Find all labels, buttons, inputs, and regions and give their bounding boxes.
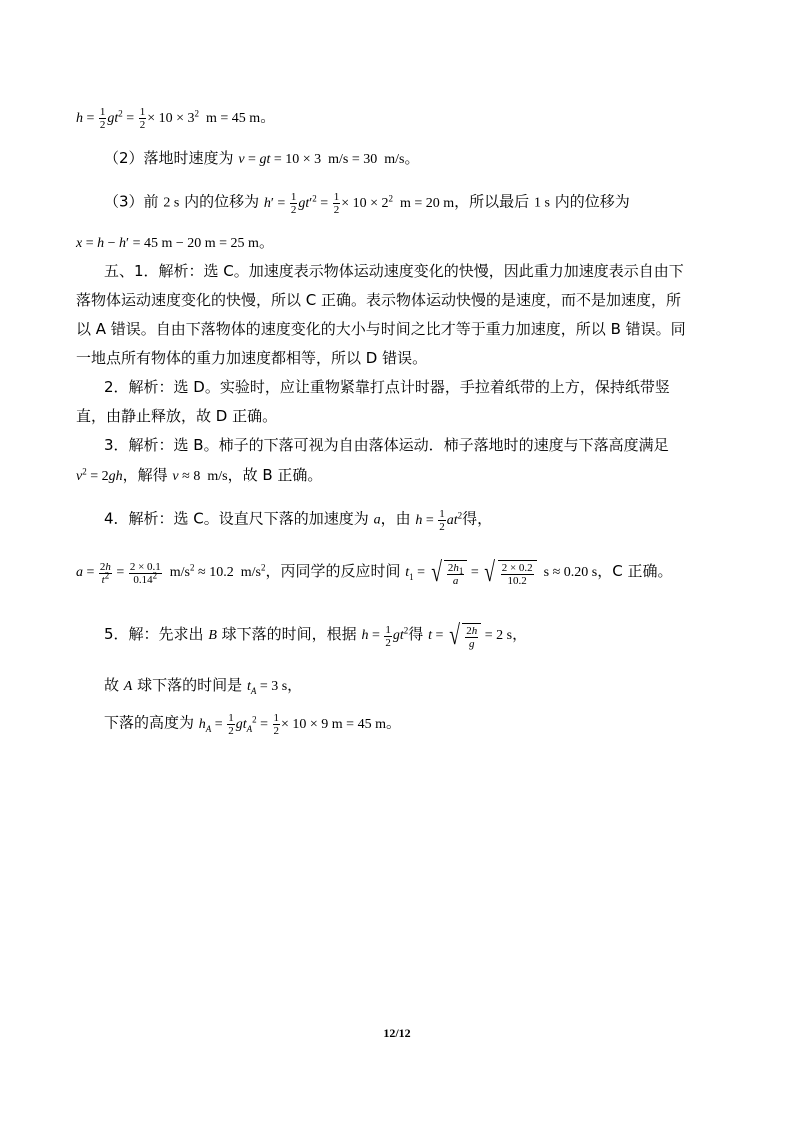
formula-v-30: v = gt = 10 × 3 m/s = 30 m/s xyxy=(238,152,405,167)
punct: 。 xyxy=(260,107,276,126)
q5-line-2 xyxy=(104,675,302,697)
text: 得 xyxy=(408,625,424,644)
text: 下落的高度为 xyxy=(104,713,195,732)
math-1s: 1 s xyxy=(533,195,550,211)
q5-line-1 xyxy=(104,622,527,650)
formula-a-10-2: a = $\frac{2h}{t^2}$ = $\frac{2 \times 0.1}{0.14^2}$ $m/s^2 \approx 10.2$ $m/s^2$ xyxy=(76,560,266,586)
text: 故 xyxy=(104,676,120,694)
q1-line-1: 五、1．解析：选 C。加速度表示物体运动速度变化的快慢，因此重力加速度表示自由下 xyxy=(104,262,684,280)
formula-h-prime-20: h′ = $\frac{1}{2}$ $gt'^2$ = $\frac{1}{2}$ × $10 \times 2^2$ m = 20 m xyxy=(263,191,455,216)
formula-v2-2gh: $v^2 = 2gh$ xyxy=(76,466,123,484)
formula-h-half-at2: h = $\frac{1}{2}$ $at^2$ xyxy=(415,508,463,533)
punct: 。 xyxy=(404,149,420,167)
math-A: A xyxy=(123,679,133,694)
q2-line-2: 直，由静止释放，故 D 正确。 xyxy=(76,407,278,425)
q4-line-2 xyxy=(76,559,673,587)
formula-t1-0-20: $t_1$ = √ $\frac{2h_1}{a}$ = √ $\frac{2 \times 0.2}{10.2}$ s ≈ 0.20 s xyxy=(405,557,598,588)
text: ，由 xyxy=(380,509,411,528)
math-a: a xyxy=(373,512,381,528)
text: ，解得 xyxy=(122,466,168,484)
page-number: 12/12 xyxy=(383,1026,411,1040)
formula-tA-3s: $t_A = 3$ s xyxy=(246,679,288,696)
sqrt-0-4-10-2: √ $\frac{2 \times 0.2}{10.2}$ xyxy=(482,559,536,587)
q1-line-4: 一地点所有物体的重力加速度都相等，所以 D 错误。 xyxy=(76,349,428,367)
q3-line-2 xyxy=(76,465,322,487)
text: ， xyxy=(512,625,528,644)
math-B: B xyxy=(208,628,217,644)
text: 得， xyxy=(462,509,493,528)
line-displacement-2s xyxy=(104,191,630,216)
q1-line-2: 落物体运动速度变化的快慢，所以 C 正确。表示物体运动快慢的是速度，而不是加速度，所 xyxy=(76,291,682,309)
text: 内的位移为 xyxy=(554,192,630,211)
text: ，故 B 正确。 xyxy=(227,466,323,484)
q3-line-1: 3．解析：选 B。柿子的下落可视为自由落体运动．柿子落地时的速度与下落高度满足 xyxy=(104,436,669,454)
text: 。 xyxy=(385,713,401,732)
text: （2）落地时速度为 xyxy=(104,149,234,167)
text: ，丙同学的反应时间 xyxy=(265,562,401,581)
text: 球下落的时间是 xyxy=(137,676,243,694)
sqrt-2h1-a: √ $\frac{2h_1}{a}$ xyxy=(429,559,468,587)
text: （3）前 xyxy=(104,192,159,211)
formula-t-2s: t = √ $\frac{2h}{g}$ = 2 s xyxy=(428,620,513,651)
text: 球下落的时间，根据 xyxy=(221,625,357,644)
formula-hA-45m: $h_A$ = $\frac{1}{2}$ $gt_A^2$ = $\frac{1}{2}$ × 10 × 9 m = 45 m xyxy=(198,712,386,737)
text: ，所以最后 xyxy=(454,192,530,211)
text: ，C 正确。 xyxy=(597,562,673,581)
q1-line-3: 以 A 错误。自由下落物体的速度变化的大小与时间之比才等于重力加速度，所以 B 错误。同 xyxy=(76,320,686,338)
line-landing-speed xyxy=(104,148,420,170)
formula-h-half-gt2: h = $\frac{1}{2}$ $gt^2$ xyxy=(361,623,409,649)
text: 4．解析：选 C。设直尺下落的加速度为 xyxy=(104,509,369,528)
sqrt-2h-g: √ $\frac{2h}{g}$ xyxy=(447,622,481,650)
formula-x-25: x = h − h′ = 45 m − 20 m = 25 m xyxy=(76,236,259,251)
q4-line-1 xyxy=(104,508,492,533)
punct: 。 xyxy=(258,233,274,251)
text: 内的位移为 xyxy=(184,192,260,211)
formula-h-45m: h = $\frac{1}{2}$ $gt^2$ = $\frac{1}{2}$ × $10 \times 3^2$ m = 45 m xyxy=(76,106,261,131)
text: ， xyxy=(287,676,303,694)
formula-line-height xyxy=(76,106,275,131)
math-2s: 2 s xyxy=(163,195,180,211)
q5-line-3 xyxy=(104,712,401,737)
text: 5．解：先求出 xyxy=(104,625,204,644)
formula-line-x xyxy=(76,232,274,254)
formula-v-approx-8: v ≈ 8 m/s xyxy=(172,469,228,484)
q2-line-1: 2．解析：选 D。实验时，应让重物紧靠打点计时器，手拉着纸带的上方，保持纸带竖 xyxy=(104,378,670,396)
